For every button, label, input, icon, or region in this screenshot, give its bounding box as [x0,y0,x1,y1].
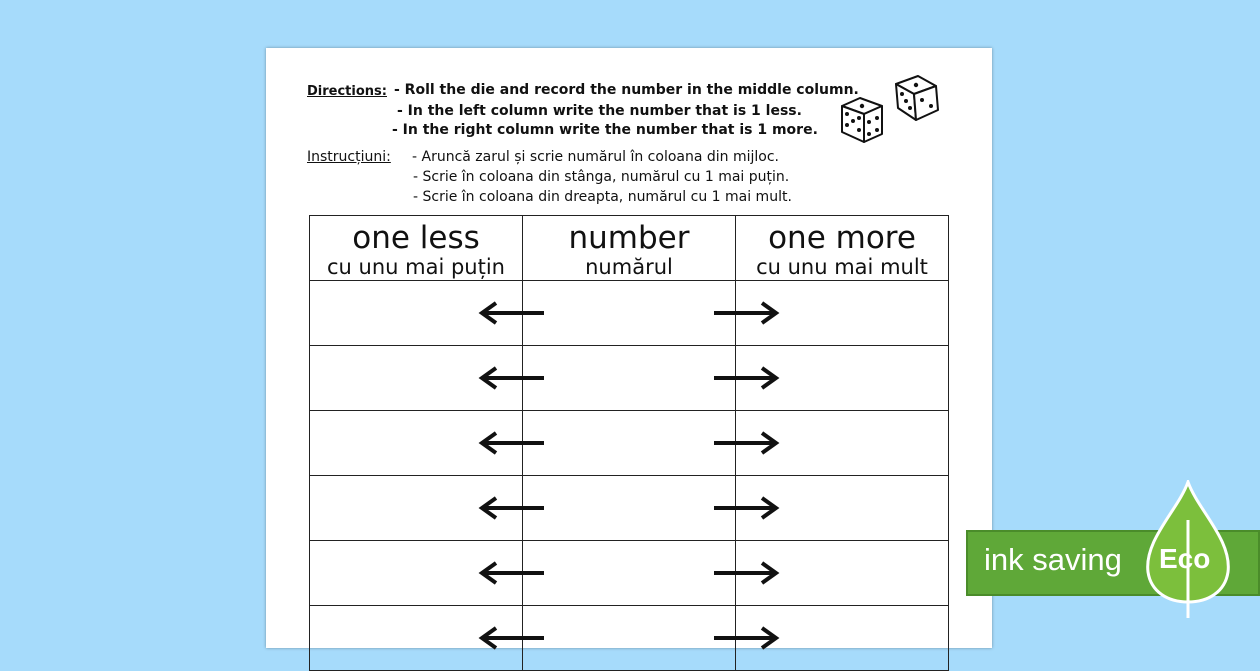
header-en: one more [768,220,916,256]
header-number [523,216,736,281]
answer-cell-one-more[interactable] [736,541,949,606]
directions-line-3: - In the right column write the number that is 1 more. [392,122,818,138]
header-ro: numărul [585,255,673,279]
directions-line-1: - Roll the die and record the number in the middle column. [394,82,859,98]
header-ro: cu unu mai puțin [327,255,505,279]
table-header-row [310,216,949,281]
instructiuni-line-1: - Aruncă zarul și scrie numărul în coloana din mijloc. [412,149,780,165]
header-en: one less [352,220,480,256]
table-row [310,281,949,346]
answer-cell-number[interactable] [523,346,736,411]
directions-line-2: - In the left column write the number that is 1 less. [397,103,802,119]
worksheet-page [266,48,992,648]
ink-saving-text: ink saving [984,542,1122,577]
arrow-right-icon [714,366,780,390]
answer-cell-one-more[interactable] [736,411,949,476]
arrow-right-icon [714,496,780,520]
answer-cell-one-less[interactable] [310,411,523,476]
answer-cell-number[interactable] [523,411,736,476]
eco-label: Eco [1159,543,1211,574]
answer-cell-one-less[interactable] [310,476,523,541]
instructiuni-line-3: - Scrie în coloana din dreapta, numărul cu 1 mai mult. [413,189,792,205]
answer-cell-one-more[interactable] [736,476,949,541]
instructiuni-line-2: - Scrie în coloana din stânga, numărul cu 1 mai puțin. [413,169,790,185]
answer-cell-number[interactable] [523,541,736,606]
table-row [310,476,949,541]
die-icon [892,72,944,124]
answer-cell-one-less[interactable] [310,541,523,606]
header-ro: cu unu mai mult [756,255,928,279]
arrow-right-icon [714,431,780,455]
table-row [310,346,949,411]
number-table [309,215,949,671]
answer-cell-one-more[interactable] [736,281,949,346]
answer-cell-number[interactable] [523,281,736,346]
instructiuni-label: Instrucțiuni: [307,149,391,165]
answer-cell-one-more[interactable] [736,606,949,671]
answer-cell-one-less[interactable] [310,606,523,671]
header-one-more [736,216,949,281]
table-row [310,541,949,606]
arrow-right-icon [714,301,780,325]
table-row [310,411,949,476]
arrow-right-icon [714,561,780,585]
header-one-less [310,216,523,281]
die-icon [838,92,890,148]
answer-cell-number[interactable] [523,606,736,671]
answer-cell-one-less[interactable] [310,281,523,346]
answer-cell-number[interactable] [523,476,736,541]
directions-label: Directions: [307,84,387,99]
answer-cell-one-more[interactable] [736,346,949,411]
header-en: number [568,220,690,256]
table-row [310,606,949,671]
answer-cell-one-less[interactable] [310,346,523,411]
